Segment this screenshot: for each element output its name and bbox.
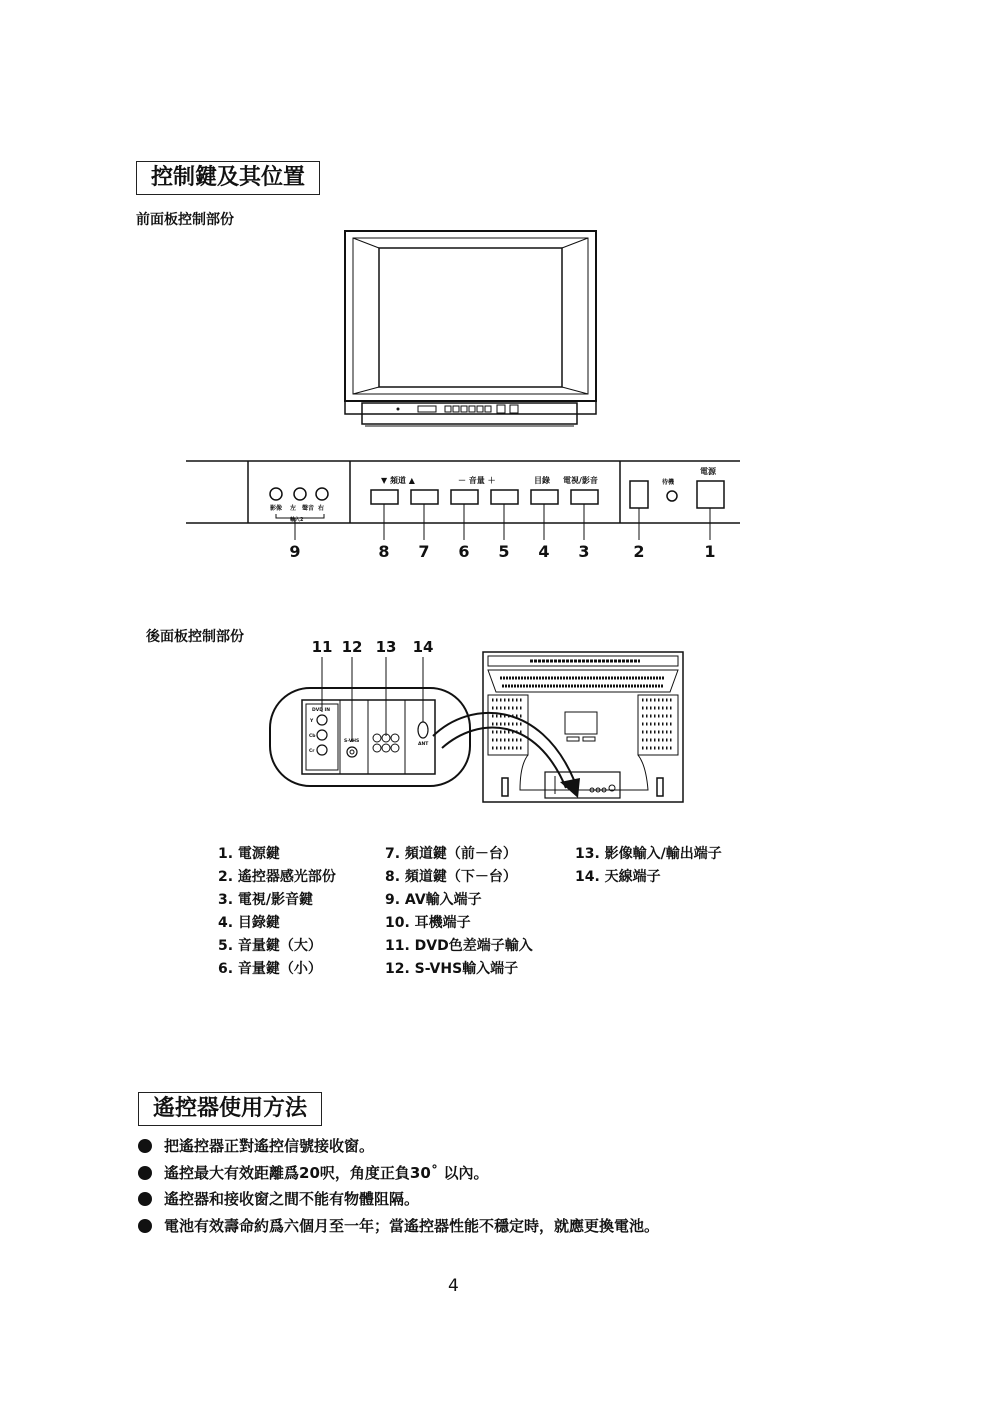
volume-down-button[interactable] bbox=[451, 490, 478, 504]
legend-item: 12. S-VHS輸入端子 bbox=[385, 961, 519, 977]
jack-label-video: 影像 bbox=[270, 505, 283, 512]
callout-7: 7 bbox=[418, 542, 430, 561]
list-item bbox=[138, 1133, 659, 1160]
rear-jack-panel bbox=[270, 688, 470, 786]
bullet-icon bbox=[138, 1192, 152, 1206]
tv-front-illustration bbox=[345, 231, 596, 426]
jack-label-ant: ANT bbox=[418, 742, 429, 747]
callout-5: 5 bbox=[498, 542, 510, 561]
channel-up-button[interactable] bbox=[411, 490, 438, 504]
legend-column-3 bbox=[575, 843, 722, 889]
callout-12: 12 bbox=[341, 638, 363, 656]
bullet-text: 遙控最大有效距離爲20呎，角度正負30˚ 以內。 bbox=[164, 1163, 489, 1182]
legend-item: 7. 頻道鍵（前－台） bbox=[385, 846, 517, 862]
jack-label-dvd-in: DVD IN bbox=[312, 708, 330, 713]
legend-item: 2. 遙控器感光部份 bbox=[218, 869, 336, 885]
section-title-controls: 控制鍵及其位置 bbox=[136, 161, 320, 195]
tv-av-button[interactable] bbox=[571, 490, 598, 504]
jack-label-y: Y bbox=[310, 719, 314, 724]
remote-usage-bullets bbox=[138, 1133, 659, 1239]
rear-panel-heading: 後面板控制部份 bbox=[146, 629, 244, 645]
front-control-strip bbox=[186, 461, 740, 523]
bullet-text: 遙控器和接收窗之間不能有物體阻隔。 bbox=[164, 1190, 420, 1208]
legend-item: 11. DVD色差端子輸入 bbox=[385, 938, 533, 954]
label-standby: 待機 bbox=[662, 479, 675, 486]
front-av-jacks bbox=[270, 488, 328, 518]
list-item bbox=[138, 1213, 659, 1240]
remote-sensor bbox=[630, 481, 648, 508]
jack-label-input-group: 輸入2 bbox=[290, 517, 304, 523]
tv-rear-illustration bbox=[483, 652, 683, 802]
callout-14: 14 bbox=[412, 638, 434, 656]
callout-1: 1 bbox=[704, 542, 716, 561]
menu-button[interactable] bbox=[531, 490, 558, 504]
jack-label-svhs: S-VHS bbox=[344, 739, 360, 744]
legend-column-2 bbox=[385, 843, 533, 981]
channel-down-button[interactable] bbox=[371, 490, 398, 504]
jack-label-cr: Cr bbox=[309, 749, 315, 754]
bullet-icon bbox=[138, 1139, 152, 1153]
label-power: 電源 bbox=[700, 467, 716, 476]
section-title-remote-usage: 遙控器使用方法 bbox=[138, 1092, 322, 1126]
jack-label-audio: 聲音 bbox=[302, 505, 315, 512]
bullet-text: 電池有效壽命約爲六個月至一年；當遙控器性能不穩定時，就應更換電池。 bbox=[164, 1216, 660, 1235]
callout-9: 9 bbox=[289, 542, 301, 561]
legend-column-1 bbox=[218, 843, 336, 981]
legend-item: 8. 頻道鍵（下－台） bbox=[385, 869, 517, 885]
legend-item: 4. 目錄鍵 bbox=[218, 915, 280, 931]
callout-6: 6 bbox=[458, 542, 470, 561]
callout-11: 11 bbox=[311, 638, 333, 656]
front-panel-heading: 前面板控制部份 bbox=[136, 212, 234, 228]
legend-item: 10. 耳機端子 bbox=[385, 915, 471, 931]
legend-item: 6. 音量鍵（小） bbox=[218, 961, 322, 977]
page-number: 4 bbox=[448, 1276, 459, 1296]
list-item bbox=[138, 1186, 659, 1213]
volume-up-button[interactable] bbox=[491, 490, 518, 504]
legend-item: 1. 電源鍵 bbox=[218, 846, 280, 862]
jack-label-audio-l: 左 bbox=[290, 505, 297, 512]
jack-label-cb: Cb bbox=[309, 734, 316, 739]
label-channel: ▼ 頻道 ▲ bbox=[381, 476, 415, 485]
label-volume: － 音量 ＋ bbox=[458, 476, 496, 485]
legend-item: 14. 天線端子 bbox=[575, 869, 661, 885]
legend-item: 5. 音量鍵（大） bbox=[218, 938, 322, 954]
jack-label-audio-r: 右 bbox=[318, 505, 325, 512]
callout-13: 13 bbox=[375, 638, 397, 656]
bullet-icon bbox=[138, 1219, 152, 1233]
power-button[interactable] bbox=[697, 481, 724, 508]
callout-8: 8 bbox=[378, 542, 390, 561]
callout-3: 3 bbox=[578, 542, 590, 561]
callout-4: 4 bbox=[538, 542, 550, 561]
bullet-icon bbox=[138, 1166, 152, 1180]
callout-2: 2 bbox=[633, 542, 645, 561]
legend-item: 3. 電視/影音鍵 bbox=[218, 892, 314, 908]
label-tv-av: 電視/影音 bbox=[563, 476, 598, 485]
legend-item: 9. AV輸入端子 bbox=[385, 892, 482, 908]
bullet-text: 把遙控器正對遙控信號接收窗。 bbox=[164, 1137, 375, 1155]
standby-indicator bbox=[667, 491, 677, 501]
label-menu: 目錄 bbox=[534, 476, 550, 485]
legend-item: 13. 影像輸入/輸出端子 bbox=[575, 846, 722, 862]
list-item bbox=[138, 1160, 659, 1187]
